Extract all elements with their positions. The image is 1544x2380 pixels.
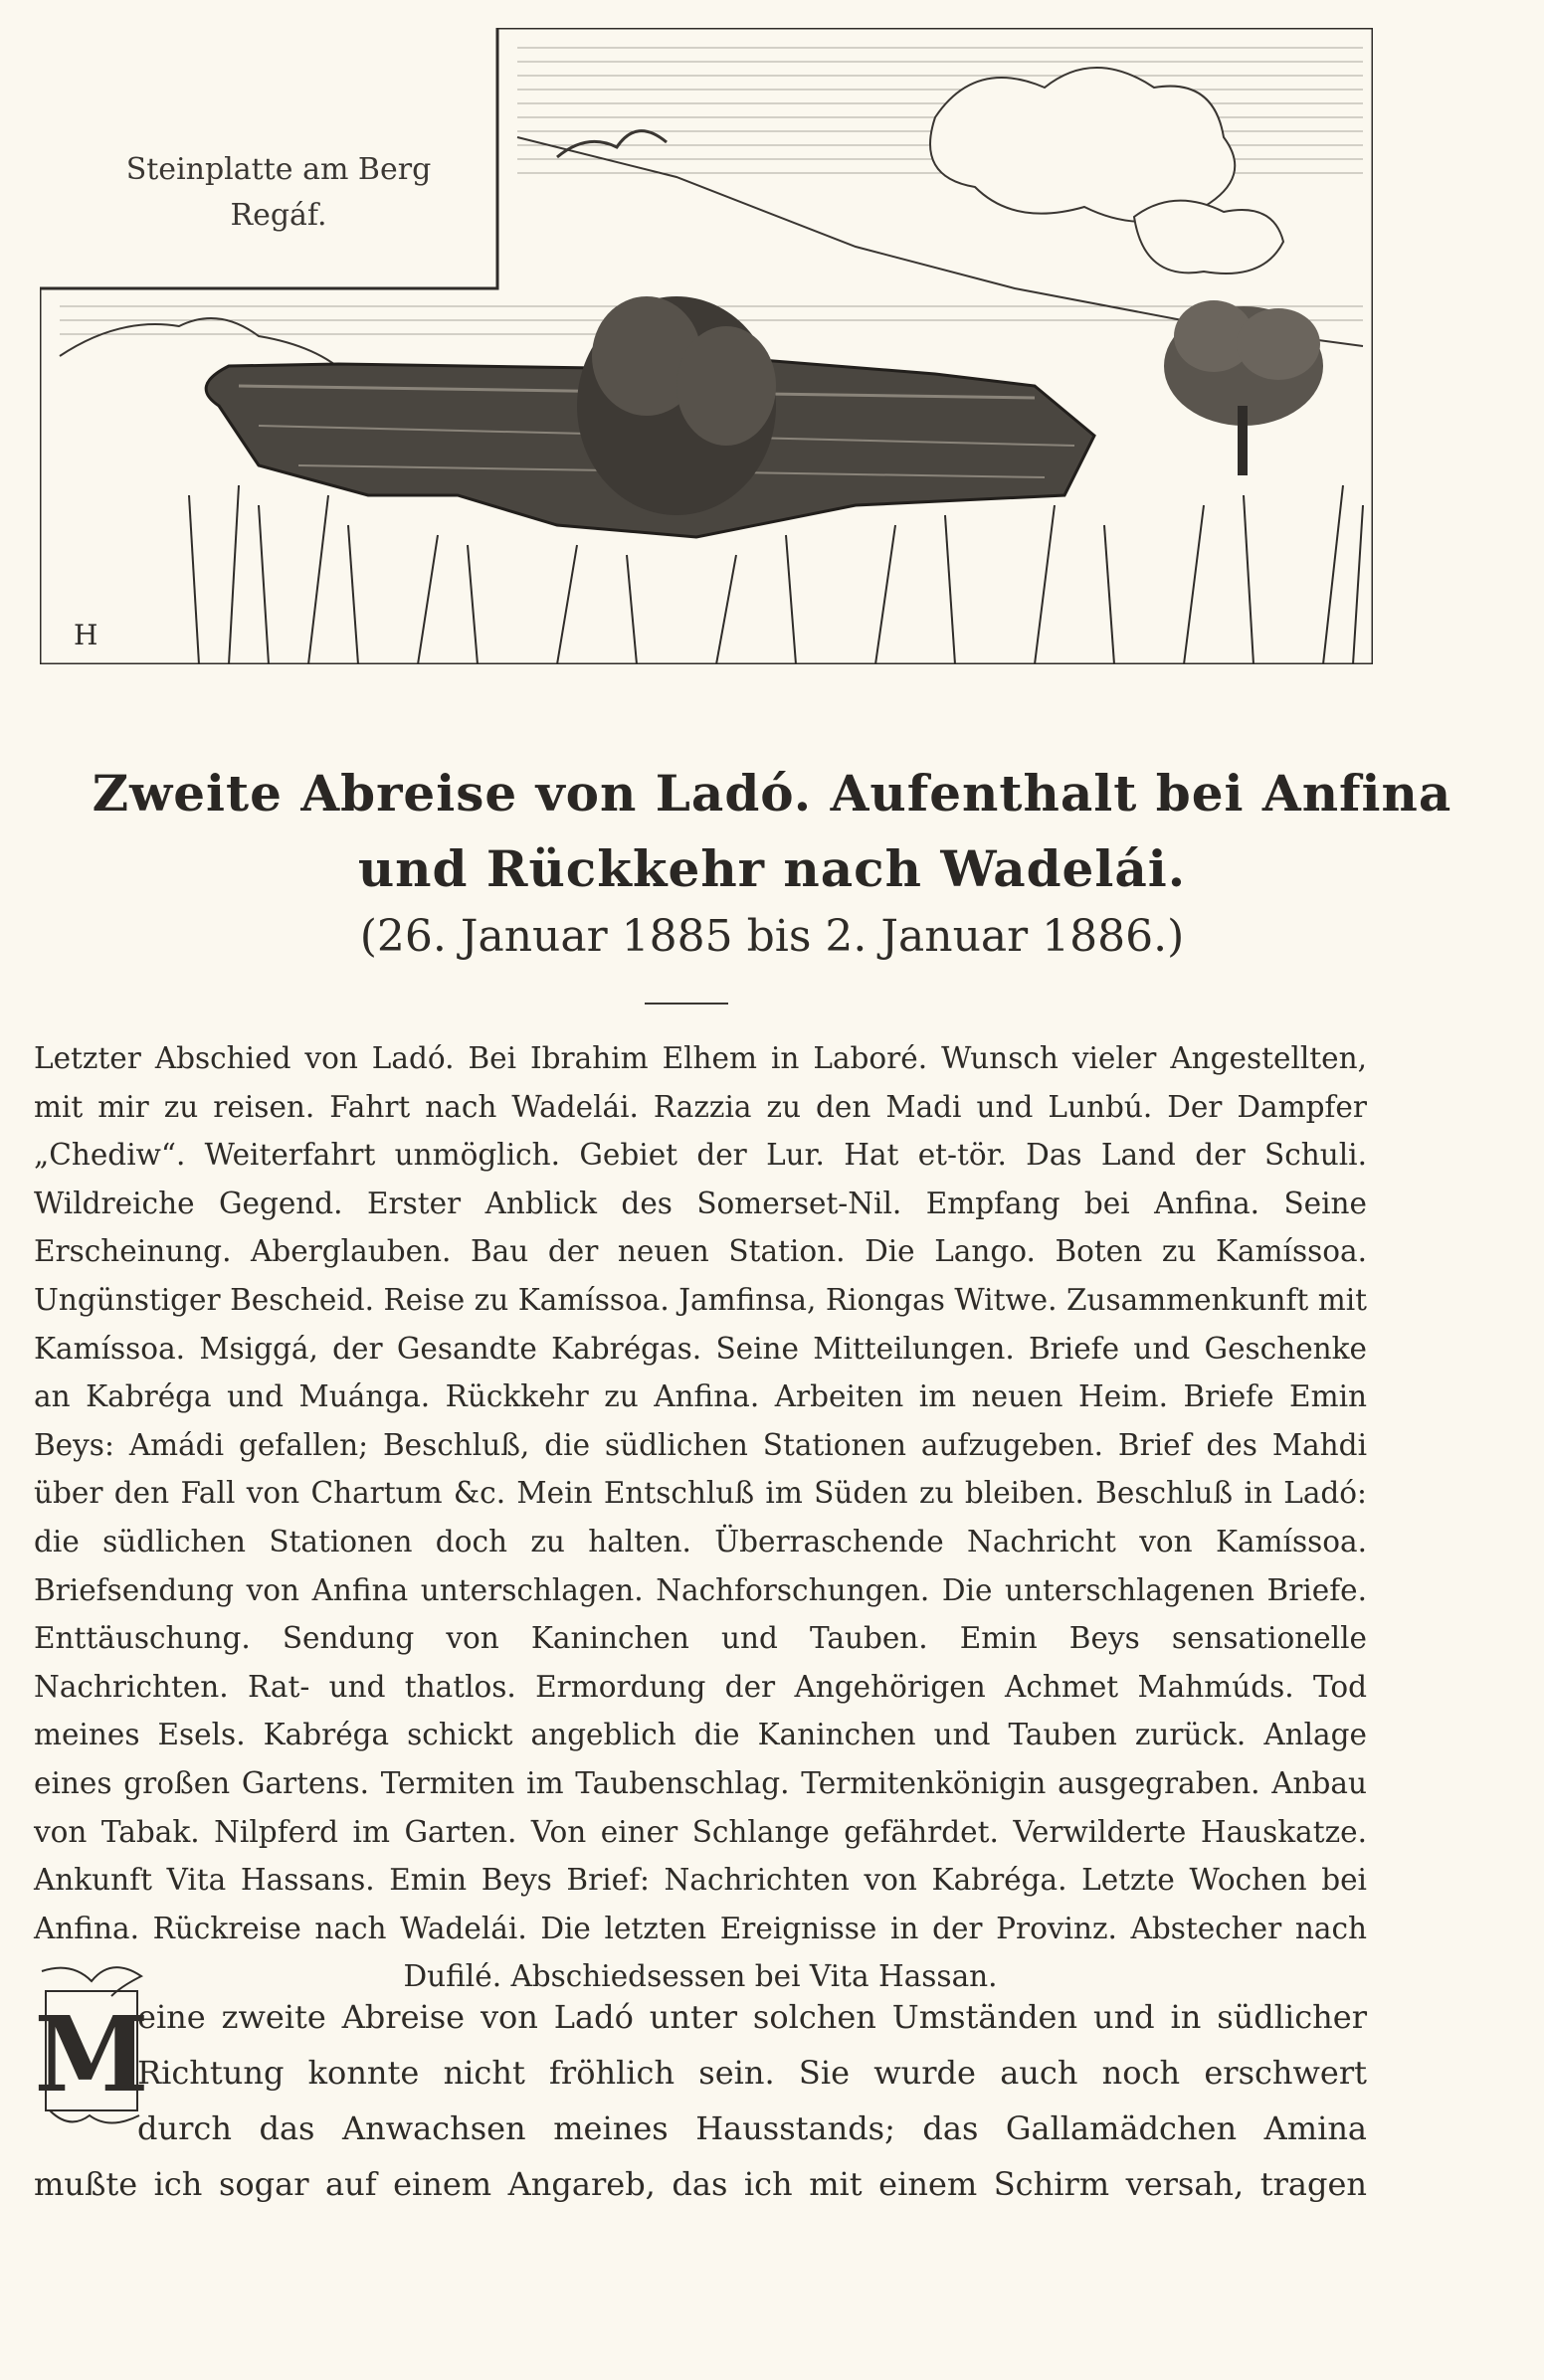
caption-line-2: Regáf. bbox=[230, 198, 327, 233]
illustration-caption bbox=[119, 147, 438, 239]
body-line-1: eine zweite Abreise von Ladó unter solchen Umständen und in südlicher bbox=[137, 1998, 1367, 2036]
drop-cap-letter: M bbox=[34, 1993, 149, 2115]
artist-monogram: H bbox=[74, 619, 98, 651]
drop-cap-ornament bbox=[32, 1961, 149, 2130]
body-paragraph-start bbox=[137, 1989, 1367, 2156]
caption-line-1: Steinplatte am Berg bbox=[125, 152, 432, 187]
body-line-4: mußte ich sogar auf einem Angareb, das ich mit einem Schirm versah, tragen bbox=[34, 2165, 1367, 2203]
body-line-2: Richtung konnte nicht fröhlich sein. Sie wurde auch noch erschwert bbox=[137, 2054, 1367, 2092]
body-line-3: durch das Anwachsen meines Hausstands; das Gallamädchen Amina bbox=[137, 2109, 1367, 2147]
stone-slab-illustration bbox=[40, 28, 1373, 664]
chapter-title-line-2: und Rückkehr nach Wadelái. bbox=[357, 839, 1187, 898]
chapter-dates: (26. Januar 1885 bis 2. Januar 1886.) bbox=[359, 911, 1185, 962]
chapter-title bbox=[60, 756, 1484, 907]
chapter-summary: Letzter Abschied von Ladó. Bei Ibrahim Elhem in Laboré. Wunsch vieler Angestellten, mit mir zu reisen. Fahrt nach Wadelái. Razzia zu den Madi und Lunbú. Der Dampfer „Chediw“. Weiterfahrt unmöglich. Gebiet der Lur. Hat et-tör. Das Land der Schuli. Wildreiche Gegend. Erster Anblick des Somerset-Nil. Empfang bei Anfina. Seine Erscheinung. Aberglauben. Bau der neuen Station. Die Lango. Boten zu Kamíssoa. Ungünstiger Bescheid. Reise zu Kamíssoa. Jamfinsa, Riongas Witwe. Zusammenkunft mit Kamíssoa. Msiggá, der Gesandte Kabrégas. Seine Mitteilungen. Briefe und Geschenke an Kabréga und Muánga. Rückkehr zu Anfina. Arbeiten im neuen Heim. Briefe Emin Beys: Amádi gefallen; Beschluß, die südlichen Stationen aufzugeben. Brief des Mahdi über den Fall von Chartum &c. Mein Entschluß im Süden zu bleiben. Beschluß in Ladó: die südlichen Stationen doch zu halten. Überraschende Nachricht von Kamíssoa. Briefsendung von Anfina unterschlagen. Nachforschungen. Die unterschlagenen Briefe. Enttäuschung. Sendung von Kaninchen und Tauben. Emin Beys sensationelle Nachrichten. Rat- und thatlos. Ermordung der Angehörigen Achmet Mahmúds. Tod meines Esels. Kabréga schickt angeblich die Kaninchen und Tauben zurück. Anlage eines großen Gartens. Termiten im Taubenschlag. Termitenkönigin ausgegraben. Anbau von Tabak. Nilpferd im Garten. Von einer Schlange gefährdet. Verwilderte Hauskatze. Ankunft Vita Hassans. Emin Beys Brief: Nachrichten von Kabréga. Letzte Wochen bei Anfina. Rückreise nach Wadelái. Die letzten Ereignisse in der Provinz. Abstecher nach Dufilé. Abschiedsessen bei Vita Hassan. bbox=[34, 1041, 1367, 1994]
title-divider bbox=[645, 1003, 728, 1005]
chapter-title-line-1: Zweite Abreise von Ladó. Aufenthalt bei Anfina bbox=[92, 764, 1452, 823]
